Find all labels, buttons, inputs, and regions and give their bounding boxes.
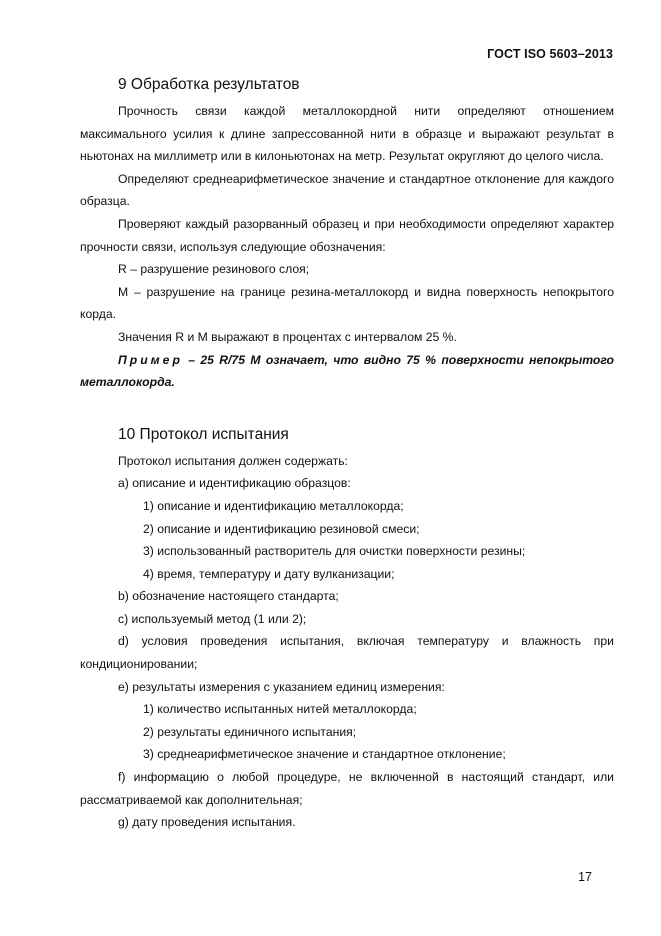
section-9-title: 9 Обработка результатов	[118, 76, 300, 93]
sub-list-item: 1) количество испытанных нитей металлокорда;	[143, 702, 417, 717]
list-item: c) используемый метод (1 или 2);	[118, 611, 307, 626]
paragraph: Протокол испытания должен содержать:	[118, 453, 348, 468]
document-code: ГОСТ ISO 5603–2013	[487, 47, 613, 61]
page-content	[80, 72, 614, 834]
paragraph: Прочность связи каждой металлокордной нити определяют отношением максимального усилия к длине запрессованной нити в образце и выражают результат в ньютонах на миллиметр или в килоньютонах на метр. Результат округляют до целого числа.	[80, 104, 614, 164]
list-item: b) обозначение настоящего стандарта;	[118, 589, 339, 604]
list-item: e) результаты измерения с указанием единиц измерения:	[118, 679, 445, 694]
example-paragraph	[80, 349, 614, 394]
paragraph: Значения R и M выражают в процентах с интервалом 25 %.	[118, 329, 457, 344]
sub-list-item: 2) результаты единичного испытания;	[143, 724, 357, 739]
list-item: d) условия проведения испытания, включая температуру и влажность при кондиционировании;	[80, 634, 614, 672]
paragraph: Определяют среднеарифметическое значение и стандартное отклонение для каждого образца.	[80, 171, 614, 209]
list-item: f) информацию о любой процедуре, не включенной в настоящий стандарт, или рассматриваемой как дополнительная;	[80, 770, 614, 807]
sub-list-item: 3) среднеарифметическое значение и стандартное отклонение;	[143, 747, 506, 762]
sub-list-item: 4) время, температуру и дату вулканизации;	[143, 566, 395, 581]
paragraph: M – разрушение на границе резина-металлокорд и видна поверхность непокрытого корда.	[80, 284, 614, 322]
page-number: 17	[578, 870, 592, 884]
sub-list-item: 3) использованный растворитель для очистки поверхности резины;	[143, 544, 526, 559]
example-text: – 25 R/75 M означает, что видно 75 % поверхности непокрытого металлокорда.	[80, 352, 614, 390]
section-10-title: 10 Протокол испытания	[118, 425, 289, 443]
sub-list-item: 1) описание и идентификацию металлокорда;	[143, 498, 404, 513]
list-item: g) дату проведения испытания.	[118, 815, 296, 830]
example-label: Пример	[118, 352, 183, 367]
sub-list-item: 2) описание и идентификацию резиновой смеси;	[143, 521, 420, 536]
list-item: a) описание и идентификацию образцов:	[118, 476, 351, 491]
paragraph: Проверяют каждый разорванный образец и при необходимости определяют характер прочности связи, используя следующие обозначения:	[80, 216, 614, 254]
paragraph: R – разрушение резинового слоя;	[118, 262, 310, 277]
